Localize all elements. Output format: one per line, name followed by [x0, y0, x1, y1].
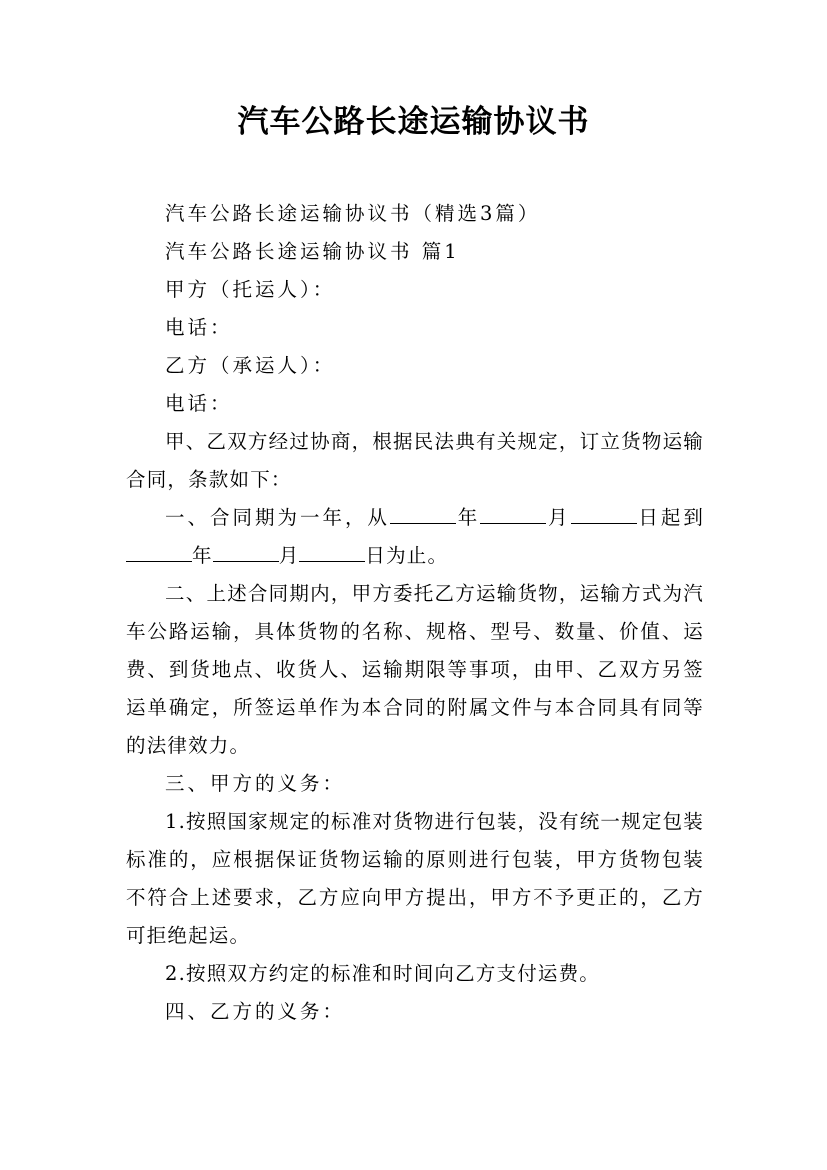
clause-1-to: 起到	[660, 506, 705, 529]
document-title: 汽车公路长途运输协议书	[237, 104, 590, 140]
section-heading: 汽车公路长途运输协议书 篇1	[165, 240, 460, 263]
blank-month-2	[213, 543, 279, 562]
clause-1-day: 日	[636, 506, 661, 529]
clause-1-month: 月	[546, 506, 571, 529]
party-b-phone: 电话：	[165, 392, 233, 415]
subtitle: 汽车公路长途运输协议书（精选3篇）	[165, 202, 541, 225]
blank-year-2	[126, 543, 192, 562]
clause-1-end: 日为止。	[365, 544, 449, 567]
blank-day-1	[571, 505, 637, 524]
clause-1-month-2: 月	[278, 544, 300, 567]
clause-3-heading: 三、甲方的义务：	[165, 772, 346, 795]
clause-1-prefix: 一、合同期为一年，从	[165, 506, 390, 529]
intro-paragraph: 甲、乙双方经过协商，根据民法典有关规定，订立货物运输合同，条款如下：	[126, 430, 704, 491]
clause-1-year: 年	[455, 506, 481, 529]
blank-year-1	[390, 505, 456, 524]
clause-2: 二、上述合同期内，甲方委托乙方运输货物，运输方式为汽车公路运输，具体货物的名称、规格、型号、数量、价值、运费、到货地点、收货人、运输期限等事项，由甲、乙双方另签运单确定，所签运单作为本合同的附属文件与本合同具有同等的法律效力。	[126, 582, 704, 757]
clause-3-item-1: 1.按照国家规定的标准对货物进行包装，没有统一规定包装标准的，应根据保证货物运输的原则进行包装，甲方货物包装不符合上述要求，乙方应向甲方提出，甲方不予更正的，乙方可拒绝起运。	[126, 810, 704, 947]
party-a-label: 甲方（托运人）：	[165, 278, 336, 301]
blank-day-2	[299, 543, 365, 562]
clause-3-item-2: 2.按照双方约定的标准和时间向乙方支付运费。	[165, 962, 601, 985]
clause-1	[126, 499, 704, 575]
party-b-label: 乙方（承运人）：	[165, 354, 336, 377]
clause-1-year-2: 年	[192, 544, 213, 567]
document-body	[126, 195, 704, 1031]
blank-month-1	[480, 505, 546, 524]
party-a-phone: 电话：	[165, 316, 233, 339]
clause-4-heading: 四、乙方的义务：	[165, 1000, 346, 1023]
